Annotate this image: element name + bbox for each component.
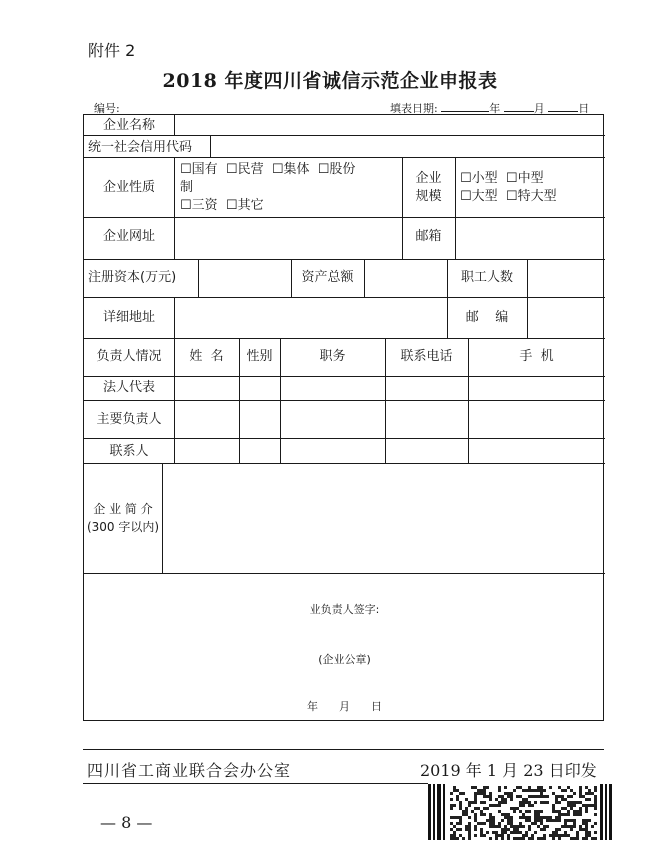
col-position-header: 职务 <box>319 349 346 364</box>
col-line <box>198 259 199 297</box>
company-name-label: 企业名称 <box>102 118 155 133</box>
col-line <box>174 115 175 135</box>
col-line <box>527 259 528 297</box>
col-line <box>364 259 365 297</box>
row-line <box>84 338 605 339</box>
intro-label: 企 业 简 介 <box>93 502 153 516</box>
scale-options-line2: ☐大型 ☐特大型 <box>460 189 557 204</box>
seal-label: (企业公章) <box>318 653 371 666</box>
month-blank <box>504 100 534 112</box>
page-number: — 8 — <box>100 813 153 832</box>
row-line <box>84 438 605 439</box>
col-line <box>174 297 175 338</box>
postcode-label: 邮 编 <box>465 310 509 325</box>
col-line <box>455 157 456 259</box>
scale-options-line1: ☐小型 ☐中型 <box>460 171 544 186</box>
year-blank <box>441 100 489 112</box>
number-label: 编号: <box>94 102 120 115</box>
row-line <box>84 217 605 218</box>
row-line <box>84 135 605 136</box>
day-blank <box>548 100 578 112</box>
row-line <box>84 400 605 401</box>
footer-bottom-rule <box>83 783 428 784</box>
nature-label: 企业性质 <box>102 180 155 195</box>
row-line <box>84 376 605 377</box>
day-label: 日 <box>578 102 590 115</box>
capital-label: 注册资本(万元) <box>88 270 177 285</box>
address-label: 详细地址 <box>102 310 155 325</box>
row-principal-label: 主要负责人 <box>96 412 162 427</box>
scale-label-line2: 规模 <box>415 189 442 204</box>
col-line <box>162 463 163 573</box>
person-info-label: 负责人情况 <box>96 349 162 364</box>
print-date: 2019 年 1 月 23 日印发 <box>420 761 597 780</box>
col-name-header: 姓 名 <box>189 349 224 364</box>
row-line <box>84 157 605 158</box>
email-label: 邮箱 <box>415 229 442 244</box>
credit-code-label: 统一社会信用代码 <box>88 140 193 155</box>
col-line <box>210 135 211 157</box>
row-contact-label: 联系人 <box>109 444 149 459</box>
barcode-icon <box>428 784 612 840</box>
sign-date-label: 年 月 日 <box>307 700 382 713</box>
website-label: 企业网址 <box>102 229 155 244</box>
col-gender-header: 性别 <box>246 349 273 364</box>
signature-label: 业负责人签字: <box>309 603 380 616</box>
employees-label: 职工人数 <box>460 270 513 285</box>
month-label: 月 <box>533 102 545 115</box>
fill-date-label: 填表日期: <box>390 102 438 115</box>
row-legal-label: 法人代表 <box>102 380 155 395</box>
scale-label-line1: 企业 <box>415 171 442 186</box>
nature-options-line3: ☐三资 ☐其它 <box>180 198 264 213</box>
footer-top-rule <box>83 749 604 750</box>
issuer-label: 四川省工商业联合会办公室 <box>87 761 292 780</box>
year-label: 年 <box>489 102 501 115</box>
col-phone-header: 联系电话 <box>400 349 453 364</box>
col-mobile-header: 手 机 <box>519 349 554 364</box>
page-title: 2018 年度四川省诚信示范企业申报表 <box>162 70 498 92</box>
nature-options-line1: ☐国有 ☐民营 ☐集体 ☐股份 <box>180 162 356 177</box>
application-form <box>83 114 604 721</box>
intro-limit-label: (300 字以内) <box>86 520 160 534</box>
nature-options-line2: 制 <box>180 180 194 195</box>
row-line <box>84 573 605 574</box>
col-line <box>527 297 528 338</box>
col-line <box>174 157 175 259</box>
assets-label: 资产总额 <box>301 270 354 285</box>
appendix-label: 附件 2 <box>88 41 136 60</box>
